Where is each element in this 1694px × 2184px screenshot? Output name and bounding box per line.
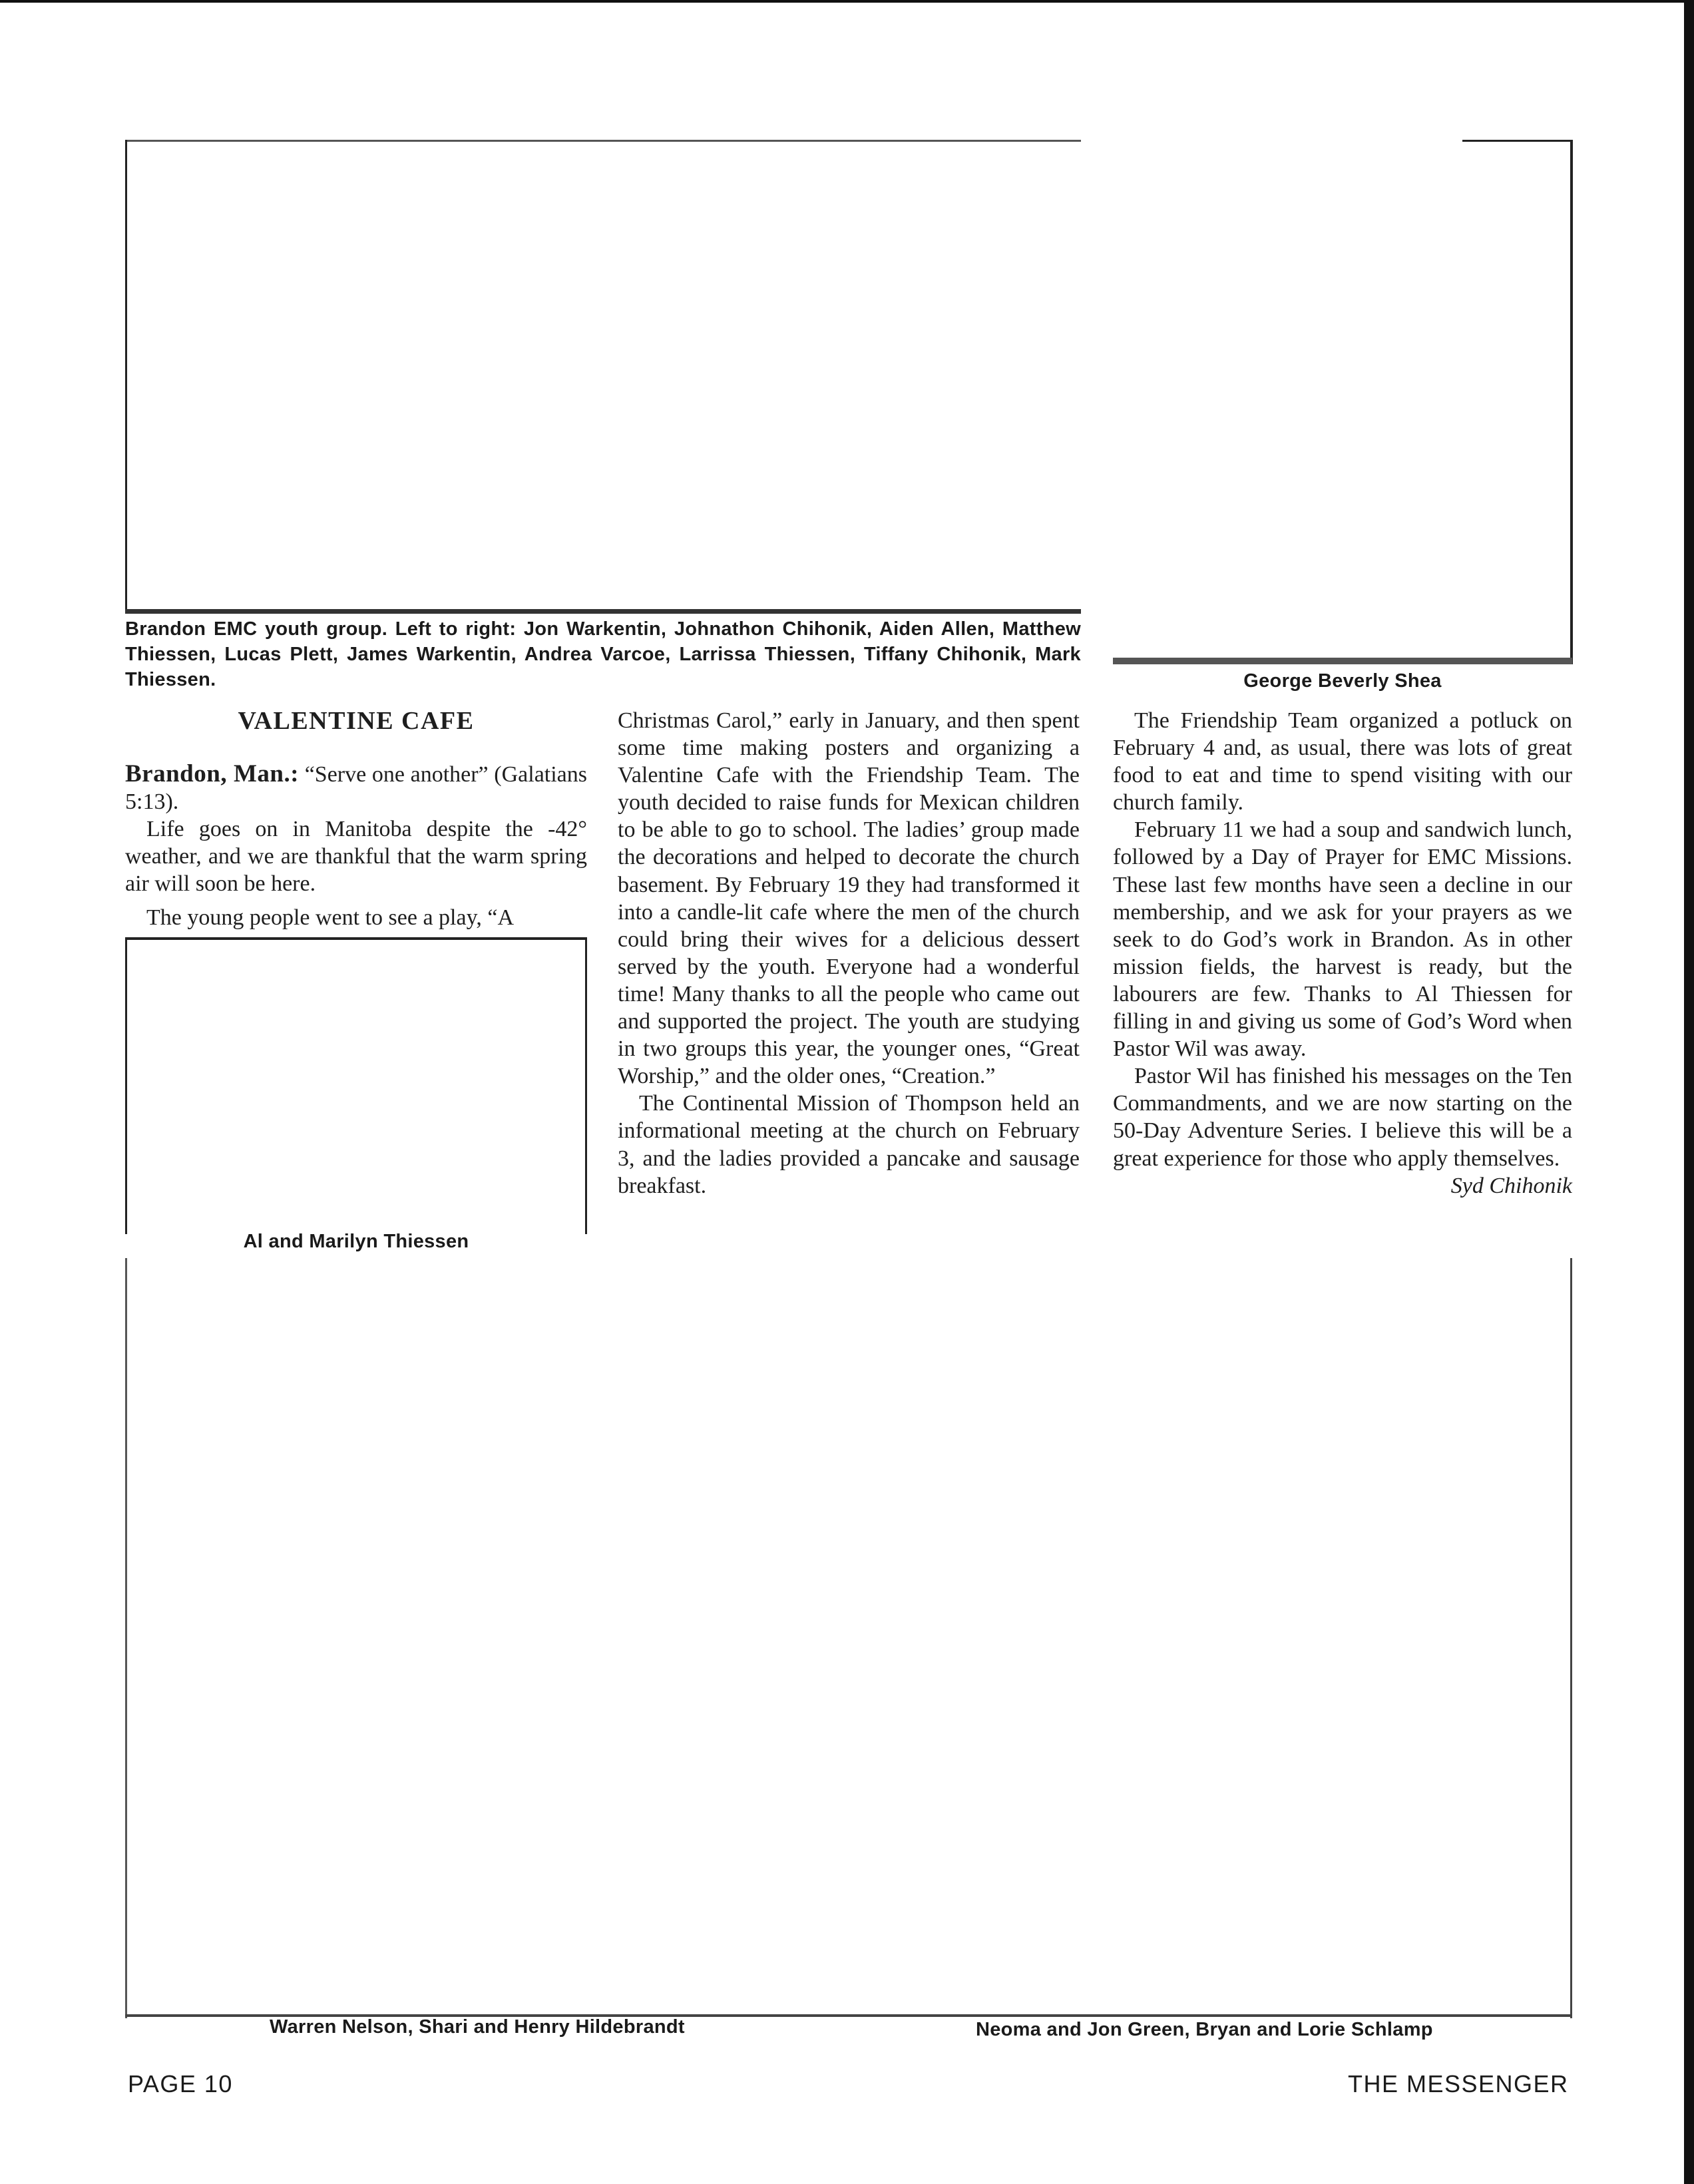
article-column-1 bbox=[125, 707, 587, 897]
scan-border-top bbox=[0, 0, 1694, 3]
article-paragraph-4: The Continental Mission of Thompson held an informational meeting at the church on February 3, and the ladies provided a pancake and sausage breakfast. bbox=[618, 1091, 1080, 1198]
caption-nelson-hildebrandt: Warren Nelson, Shari and Henry Hildebrandt bbox=[270, 2016, 685, 2038]
caption-green-schlamp: Neoma and Jon Green, Bryan and Lorie Schlamp bbox=[976, 2019, 1433, 2040]
photo-youth-group bbox=[125, 140, 1081, 614]
article-paragraph-6: February 11 we had a soup and sandwich lunch, followed by a Day of Prayer for EMC Missions. These last few months have seen a decline in our membership, and we ask for your prayers as we seek to do God’s work in Brandon. As in other mission fields, the harvest is ready, but the labourers are few. Thanks to Al Thiessen for filling in and giving us some of God’s Word when Pastor Wil was away. bbox=[1113, 817, 1572, 1062]
caption-thiessen: Al and Marilyn Thiessen bbox=[243, 1231, 469, 1252]
article-intro: “Serve one another” (Galatians 5:13). bbox=[125, 762, 588, 815]
photo-nelson-hildebrandt bbox=[125, 1258, 884, 2018]
scan-border-right bbox=[1684, 0, 1694, 2184]
article-column-2 bbox=[618, 707, 1080, 1200]
article-paragraph-3: Christmas Carol,” early in January, and then spent some time making posters and organizing a Valentine Cafe with the Friendship Team. The youth decided to raise funds for Mexican children to be able to go to school. The ladies’ group made the decorations and helped to decorate the church basement. By February 19 they had transformed it into a candle-lit cafe where the men of the church could bring their wives for a delicious dessert served by the youth. Everyone had a wonderful time! Many thanks to all the people who came out and supported the project. The youth are studying in two groups this year, the younger ones, “Great Worship,” and the older ones, “Creation.” bbox=[618, 708, 1080, 1089]
photo-george-beverly-shea bbox=[1113, 140, 1572, 664]
article-column-1-tail bbox=[125, 904, 587, 932]
photo-al-marilyn-thiessen bbox=[125, 937, 587, 1234]
caption-youth-group: Brandon EMC youth group. Left to right: Jon Warkentin, Johnathon Chihonik, Aiden Allen, Matthew Thiessen, Lucas Plett, James Warkentin, Andrea Varcoe, Larrissa Thiessen, Tiffany Chihonik, Mark Thiessen. bbox=[125, 618, 1081, 690]
article-title: VALENTINE CAFE bbox=[238, 707, 475, 735]
caption-shea: George Beverly Shea bbox=[1243, 670, 1442, 692]
article-paragraph-3-start: The young people went to see a play, “A bbox=[146, 905, 515, 930]
article-paragraph-2: Life goes on in Manitoba despite the -42° weather, and we are thankful that the warm spring air will soon be here. bbox=[125, 817, 587, 897]
dateline: Brandon, Man.: bbox=[125, 760, 300, 787]
photo-green-schlamp bbox=[884, 1258, 1572, 2018]
article-paragraph-7: Pastor Wil has finished his messages on the Ten Commandments, and we are now starting on the 50-Day Adventure Series. I believe this will be a great experience for those who apply themselves. bbox=[1113, 1064, 1572, 1171]
page-number: PAGE 10 bbox=[128, 2070, 233, 2097]
publication-name: THE MESSENGER bbox=[1348, 2070, 1569, 2097]
article-column-3 bbox=[1113, 707, 1572, 1200]
article-author: Syd Chihonik bbox=[1450, 1173, 1572, 1198]
article-paragraph-5: The Friendship Team organized a potluck on February 4 and, as usual, there was lots of great food to eat and time to spend visiting with our church family. bbox=[1113, 708, 1572, 815]
